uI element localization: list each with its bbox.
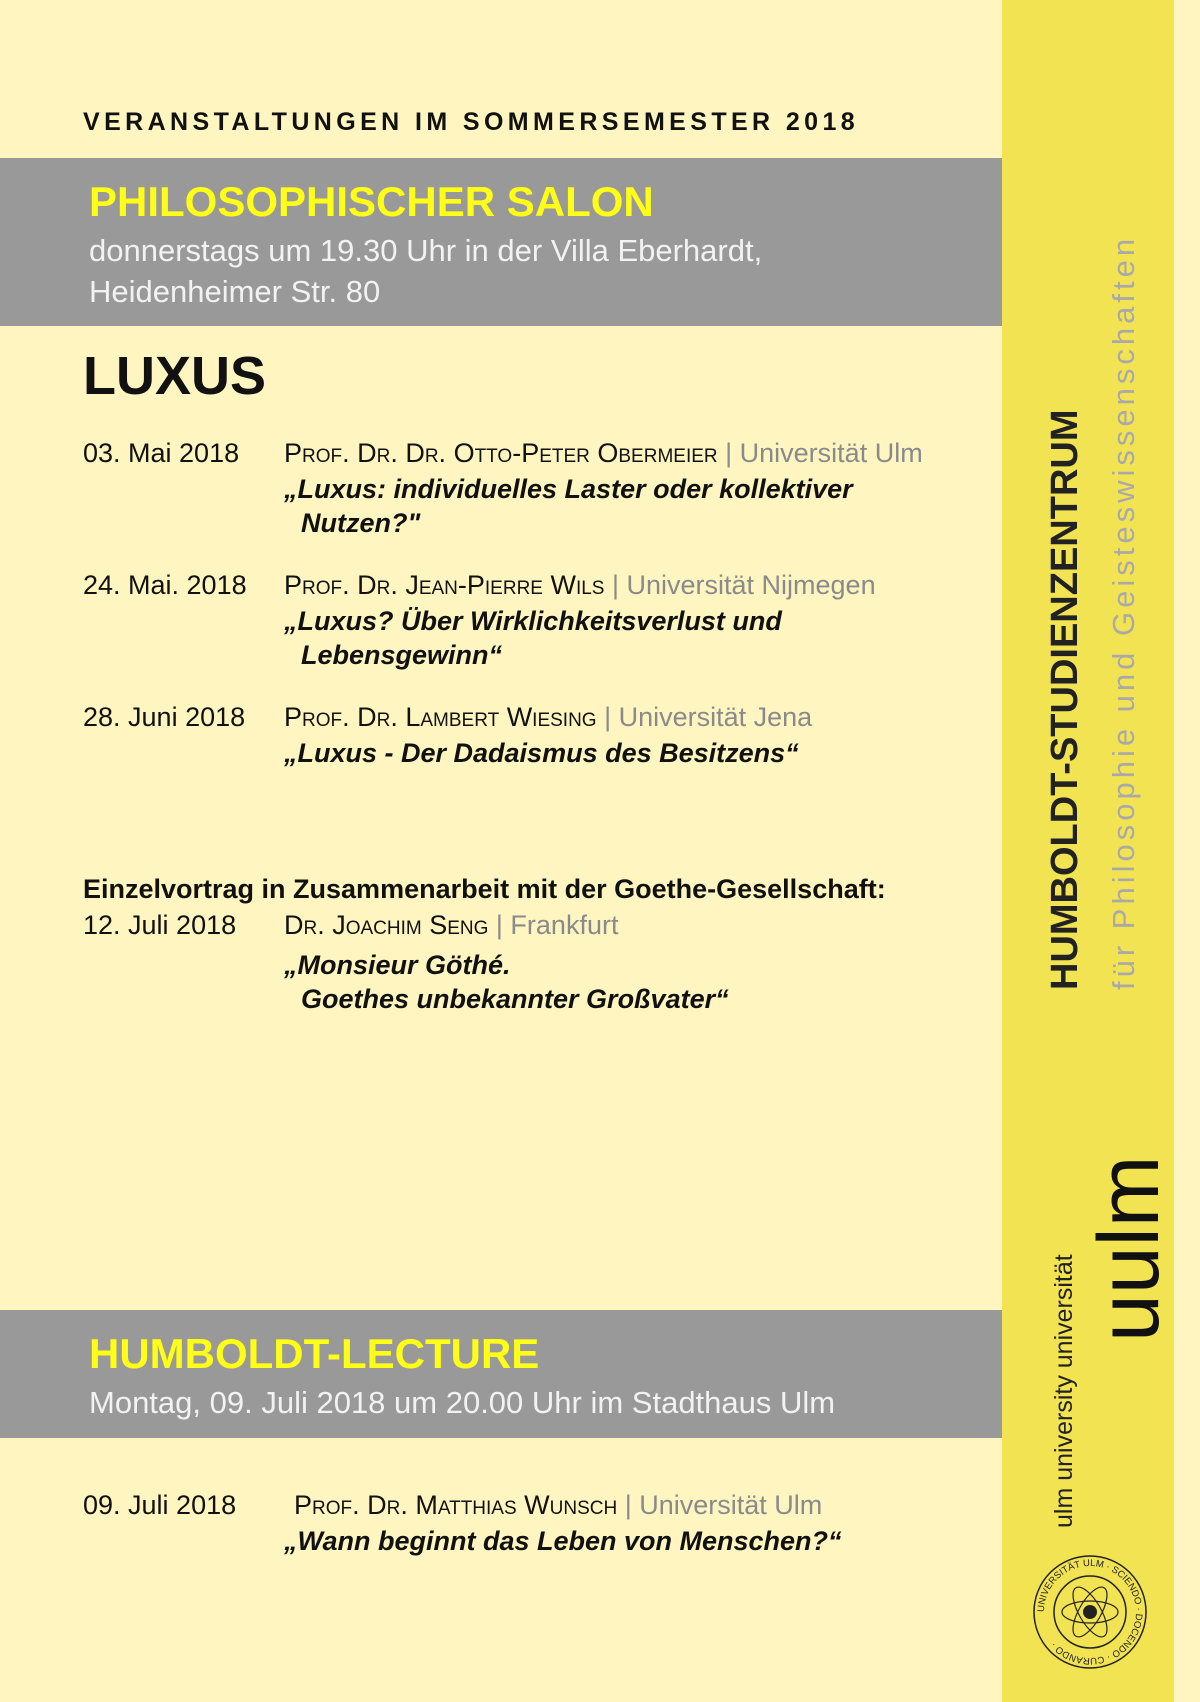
event-date: 28. Juni 2018 [83,702,246,732]
speaker-affiliation: | Frankfurt [488,910,619,940]
event-date: 12. Juli 2018 [83,910,237,940]
event-title-line: „Luxus - Der Dadaismus des Besitzens“ [284,738,799,768]
lecture-banner [0,1310,1002,1438]
event-speaker [284,702,812,733]
event-date: 09. Juli 2018 [83,1490,237,1520]
speaker-affiliation: | Universität Nijmegen [604,570,876,600]
event-speaker [284,570,876,601]
event-title [284,948,904,1016]
sidebar [1002,0,1174,1702]
event-title [284,472,904,540]
event-title [284,736,904,770]
lecture-title: HUMBOLDT-LECTURE [89,1330,540,1377]
theme-title: LUXUS [83,346,267,406]
sidebar-edge [1174,0,1200,1702]
event-title-line: „Luxus: individuelles Laster oder kollektiver [284,474,853,504]
center-name: HUMBOLDT-STUDIENZENTRUM [1044,409,1086,990]
speaker-name: Prof. Dr. Jean-Pierre Wils [284,570,605,600]
cooperation-label: Einzelvortrag in Zusammenarbeit mit der Goethe-Gesellschaft: [83,874,886,904]
university-name: ulm university universität [1050,1254,1078,1528]
event-title-line: „Luxus? Über Wirklichkeitsverlust und [284,606,782,636]
event-speaker [284,910,618,941]
event-title-line: Lebensgewinn“ [301,640,503,670]
university-seal-icon [1030,1552,1150,1672]
speaker-name: Prof. Dr. Matthias Wunsch [294,1490,618,1520]
event-title [284,604,904,672]
salon-title: PHILOSOPHISCHER SALON [89,178,654,225]
event-title-line: Nutzen?" [301,508,421,538]
salon-subtitle-line2: Heidenheimer Str. 80 [89,274,381,309]
event-speaker [284,438,923,469]
center-subject: für Philosophie und Geisteswissenschaften [1106,234,1141,990]
seal-text: UNIVERSITÄT ULM · SCIENDO · DOCENDO · CURANDO · [1035,1557,1145,1667]
speaker-affiliation: | Universität Ulm [617,1490,823,1520]
semester-heading: VERANSTALTUNGEN IM SOMMERSEMESTER 2018 [83,108,860,136]
speaker-name: Prof. Dr. Lambert Wiesing [284,702,597,732]
event-title-line: Goethes unbekannter Großvater“ [301,984,729,1014]
event-title [284,1524,904,1558]
event-date: 24. Mai. 2018 [83,570,247,600]
uulm-logo: uulm [1081,1155,1177,1342]
lecture-subtitle: Montag, 09. Juli 2018 um 20.00 Uhr im Stadthaus Ulm [89,1385,836,1420]
salon-banner [0,158,1002,326]
event-title-line: „Wann beginnt das Leben von Menschen?“ [284,1526,842,1556]
salon-subtitle-line1: donnerstags um 19.30 Uhr in der Villa Eberhardt, [89,233,763,268]
event-title-line: „Monsieur Göthé. [284,950,511,980]
event-date: 03. Mai 2018 [83,438,240,468]
event-speaker [294,1490,822,1521]
speaker-name: Prof. Dr. Dr. Otto-Peter Obermeier [284,438,718,468]
speaker-affiliation: | Universität Ulm [717,438,923,468]
speaker-affiliation: | Universität Jena [596,702,813,732]
speaker-name: Dr. Joachim Seng [284,910,489,940]
